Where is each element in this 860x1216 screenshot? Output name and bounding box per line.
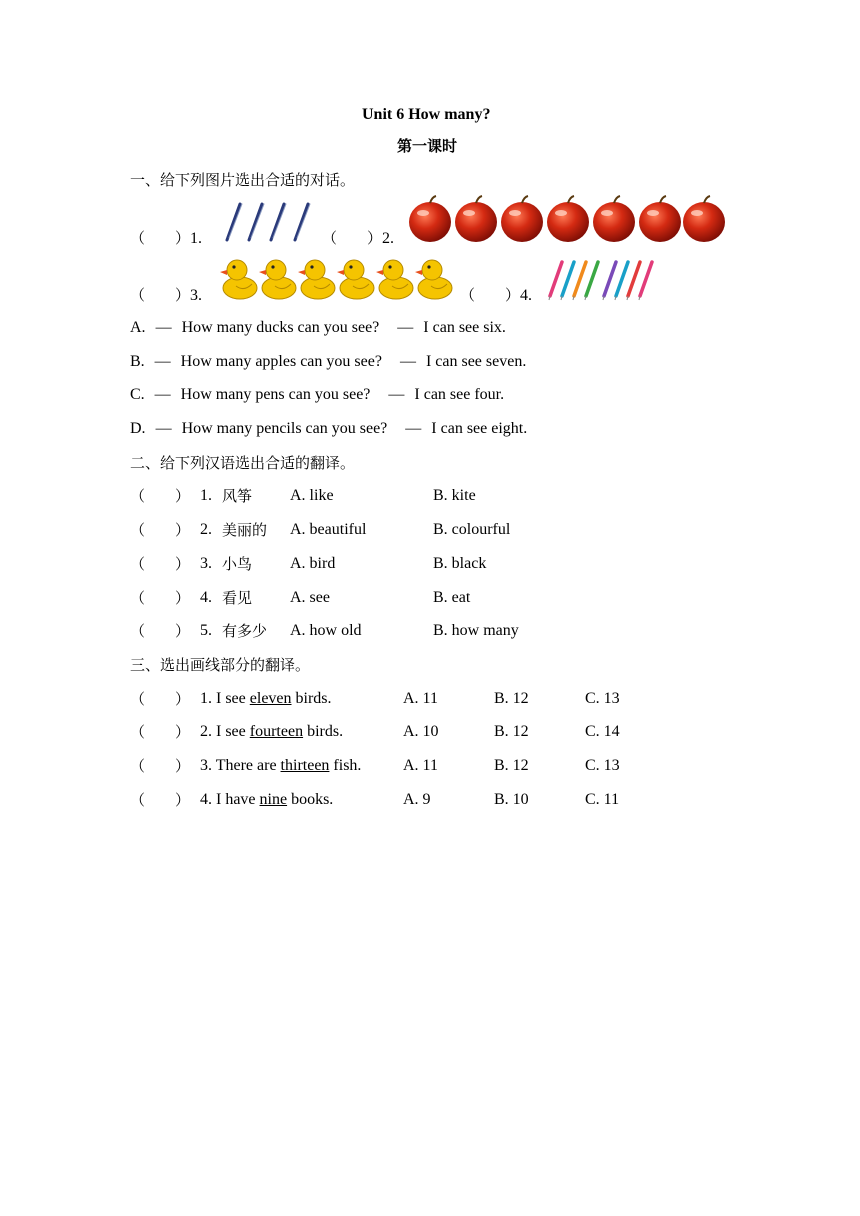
option-a: A. like bbox=[290, 487, 334, 504]
answer-blank-4[interactable]: （ ）4. bbox=[460, 286, 533, 304]
answer-blank-2[interactable]: （ ）2. bbox=[322, 229, 395, 247]
option-a: A. bird bbox=[290, 555, 336, 572]
section3-heading: 三、选出画线部分的翻译。 bbox=[130, 656, 311, 674]
option-a: A. beautiful bbox=[290, 521, 367, 538]
option-b: B. how many bbox=[433, 622, 519, 639]
underline-item-4 bbox=[130, 790, 190, 811]
page-subtitle: 第一课时 bbox=[397, 137, 458, 155]
pencils-picture bbox=[546, 256, 661, 302]
option-a: A. see bbox=[290, 589, 330, 606]
translation-item-4 bbox=[130, 588, 190, 609]
chinese-word: 小鸟 bbox=[222, 555, 253, 573]
option-b: B. 12 bbox=[494, 723, 529, 740]
answer-blank[interactable]: （ ） bbox=[130, 723, 191, 741]
option-a: A. 10 bbox=[403, 723, 439, 740]
underline-item-3 bbox=[130, 756, 190, 777]
dialogue-option-c: C. — How many pens can you see? — I can see four. bbox=[130, 386, 505, 403]
answer-blank[interactable]: （ ） bbox=[130, 757, 191, 775]
option-b: B. 10 bbox=[494, 791, 529, 808]
answer-blank[interactable]: （ ） bbox=[130, 521, 191, 539]
answer-blank[interactable]: （ ） bbox=[130, 589, 191, 607]
answer-blank[interactable]: （ ） bbox=[130, 622, 191, 640]
underline-item-1 bbox=[130, 689, 190, 710]
dialogue-option-b: B. — How many apples can you see? — I can see seven. bbox=[130, 353, 527, 370]
item-number: 4. bbox=[200, 589, 212, 606]
option-a: A. 11 bbox=[403, 757, 438, 774]
translation-item-2 bbox=[130, 520, 190, 541]
option-a: A. how old bbox=[290, 622, 362, 639]
sentence-4: 4. I have nine books. bbox=[200, 791, 334, 808]
answer-blank[interactable]: （ ） bbox=[130, 487, 191, 505]
option-c: C. 14 bbox=[585, 723, 620, 740]
translation-item-3 bbox=[130, 554, 190, 575]
option-b: B. eat bbox=[433, 589, 471, 606]
item-number: 5. bbox=[200, 622, 212, 639]
underline-item-2 bbox=[130, 722, 190, 743]
answer-blank[interactable]: （ ） bbox=[130, 791, 191, 809]
chinese-word: 看见 bbox=[222, 589, 253, 607]
dialogue-option-a: A. — How many ducks can you see? — I can see six. bbox=[130, 319, 506, 336]
option-b: B. 12 bbox=[494, 690, 529, 707]
option-c: C. 13 bbox=[585, 757, 620, 774]
answer-blank-1[interactable]: （ ）1. bbox=[130, 229, 203, 247]
option-c: C. 11 bbox=[585, 791, 620, 808]
sentence-1: 1. I see eleven birds. bbox=[200, 690, 332, 707]
item-number: 2. bbox=[200, 521, 212, 538]
dialogue-option-d: D. — How many pencils can you see? — I can see eight. bbox=[130, 420, 528, 437]
ducks-picture bbox=[220, 256, 460, 302]
item-number: 1. bbox=[200, 487, 212, 504]
translation-item-1 bbox=[130, 486, 190, 507]
page-title: Unit 6 How many? bbox=[362, 106, 491, 123]
chinese-word: 风筝 bbox=[222, 487, 253, 505]
answer-blank-3[interactable]: （ ）3. bbox=[130, 286, 203, 304]
option-b: B. kite bbox=[433, 487, 476, 504]
answer-blank[interactable]: （ ） bbox=[130, 555, 191, 573]
option-c: C. 13 bbox=[585, 690, 620, 707]
section2-heading: 二、给下列汉语选出合适的翻译。 bbox=[130, 454, 356, 472]
pens-picture bbox=[222, 200, 317, 245]
sentence-2: 2. I see fourteen birds. bbox=[200, 723, 344, 740]
option-b: B. colourful bbox=[433, 521, 511, 538]
section1-heading: 一、给下列图片选出合适的对话。 bbox=[130, 171, 356, 189]
option-a: A. 11 bbox=[403, 690, 438, 707]
option-b: B. black bbox=[433, 555, 487, 572]
answer-blank[interactable]: （ ） bbox=[130, 690, 191, 708]
chinese-word: 美丽的 bbox=[222, 521, 268, 539]
translation-item-5 bbox=[130, 621, 190, 642]
sentence-3: 3. There are thirteen fish. bbox=[200, 757, 362, 774]
option-a: A. 9 bbox=[403, 791, 431, 808]
chinese-word: 有多少 bbox=[222, 622, 268, 640]
apples-picture bbox=[408, 199, 726, 245]
item-number: 3. bbox=[200, 555, 212, 572]
option-b: B. 12 bbox=[494, 757, 529, 774]
